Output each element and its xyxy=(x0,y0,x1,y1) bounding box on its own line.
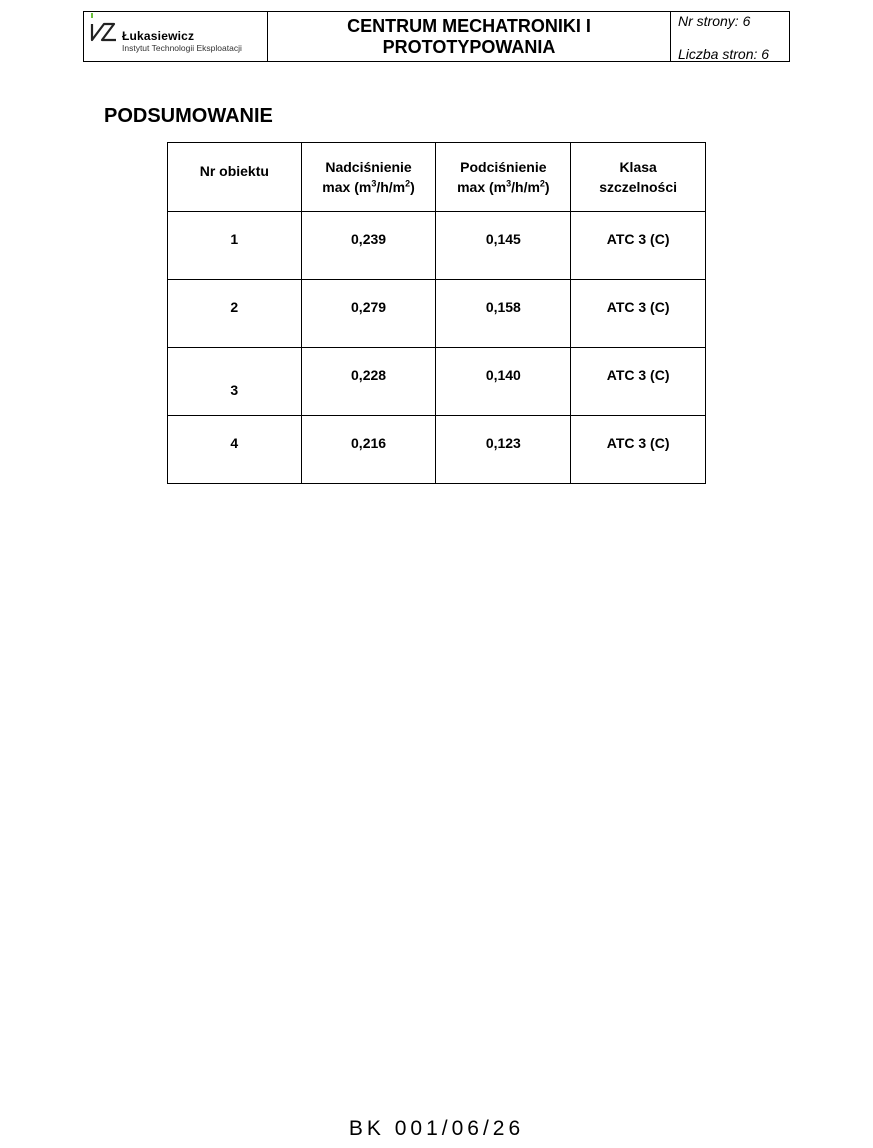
cell-tightness-class: ATC 3 (C) xyxy=(571,416,706,484)
document-header xyxy=(83,11,790,62)
table-row xyxy=(168,348,706,416)
logo-name: Łukasiewicz xyxy=(122,29,195,43)
cell-underpressure: 0,158 xyxy=(436,280,571,348)
cell-tightness-class: ATC 3 (C) xyxy=(571,280,706,348)
cell-object-nr: 1 xyxy=(168,212,302,280)
logo-subtitle: Instytut Technologii Eksploatacji xyxy=(122,43,242,53)
table-row xyxy=(168,416,706,484)
cell-tightness-class: ATC 3 (C) xyxy=(571,212,706,280)
header-title xyxy=(268,12,671,61)
summary-table xyxy=(167,142,706,484)
cell-object-nr: 2 xyxy=(168,280,302,348)
table-header-row xyxy=(168,143,706,212)
cell-overpressure: 0,239 xyxy=(301,212,436,280)
table-row xyxy=(168,280,706,348)
cell-tightness-class: ATC 3 (C) xyxy=(571,348,706,416)
page-count: Liczba stron: 6 xyxy=(678,46,770,62)
table-row xyxy=(168,212,706,280)
cell-object-nr: 4 xyxy=(168,416,302,484)
col-header-object-nr: Nr obiektu xyxy=(168,143,302,212)
page-number: Nr strony: 6 xyxy=(678,13,751,29)
cell-overpressure: 0,279 xyxy=(301,280,436,348)
page-info xyxy=(671,12,789,61)
col-header-underpressure: Podciśnienie $\max (m^3/h/m^2)$ xyxy=(436,143,571,212)
cell-underpressure: 0,140 xyxy=(436,348,571,416)
col-header-tightness-class: Klasa szczelności xyxy=(571,143,706,212)
header-title-line2: PROTOTYPOWANIA xyxy=(382,36,556,57)
cell-overpressure: 0,228 xyxy=(301,348,436,416)
section-title: PODSUMOWANIE xyxy=(104,105,273,127)
cell-object-nr: 3 xyxy=(168,348,302,416)
cell-underpressure: 0,123 xyxy=(436,416,571,484)
document-footer-code: BK 001/06/26 xyxy=(348,1117,525,1140)
col-header-overpressure: Nadciśnienie $\max (m^3/h/m^2)$ xyxy=(301,143,436,212)
header-title-line1: CENTRUM MECHATRONIKI I xyxy=(347,15,591,36)
lukasiewicz-logo-icon xyxy=(90,12,122,46)
logo-block xyxy=(84,12,268,61)
cell-overpressure: 0,216 xyxy=(301,416,436,484)
cell-underpressure: 0,145 xyxy=(436,212,571,280)
